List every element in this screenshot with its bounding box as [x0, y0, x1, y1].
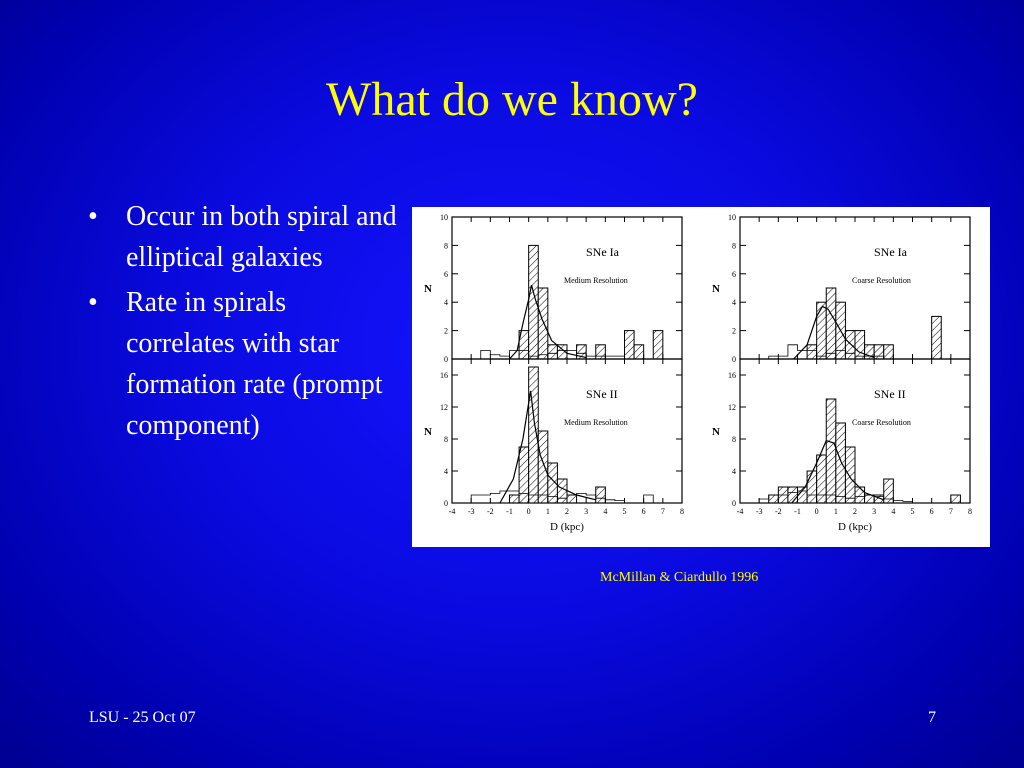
panel-subtitle: Medium Resolution	[564, 276, 628, 285]
histogram-bar	[634, 345, 644, 359]
x-tick-label: 2	[565, 507, 569, 516]
x-tick-label: 5	[622, 507, 627, 516]
x-axis-label: D (kpc)	[838, 521, 872, 533]
histogram-bar	[538, 431, 548, 503]
x-tick-label: 0	[526, 507, 531, 516]
y-tick-label: 2	[444, 326, 448, 336]
x-tick-label: 7	[948, 507, 953, 516]
histogram-bar	[596, 345, 606, 359]
y-tick-label: 4	[444, 298, 448, 308]
histogram-bar	[845, 331, 855, 359]
y-tick-label: 0	[732, 355, 736, 364]
x-tick-label: -3	[467, 507, 475, 516]
panel-title: SNe Ia	[586, 245, 619, 259]
bullet-marker: •	[88, 201, 98, 232]
bullet-item	[88, 282, 398, 446]
histogram-bar	[836, 423, 846, 503]
x-tick-label: 6	[929, 507, 934, 516]
histogram-bar	[596, 487, 606, 503]
bullet-text: Rate in spirals correlates with star formation rate (prompt component)	[126, 287, 383, 441]
histogram-bar	[548, 345, 558, 359]
histogram-bar	[519, 447, 529, 503]
x-axis-label: D (kpc)	[550, 521, 584, 533]
y-tick-label: 16	[728, 371, 736, 380]
x-tick-label: -4	[448, 507, 456, 516]
y-tick-label: 6	[444, 269, 448, 279]
histogram-bar	[855, 487, 865, 503]
histogram-bar	[817, 302, 827, 359]
y-tick-label: 12	[440, 403, 448, 412]
x-tick-label: -2	[774, 507, 782, 516]
x-tick-label: 0	[814, 507, 819, 516]
histogram-bar	[538, 288, 548, 359]
histogram-panel	[424, 359, 684, 533]
x-tick-label: 5	[910, 507, 915, 516]
histogram-bar	[625, 331, 635, 359]
y-tick-label: 12	[728, 403, 736, 412]
histogram-bar	[951, 495, 961, 503]
panel-title: SNe II	[874, 387, 906, 401]
y-tick-label: 2	[732, 326, 736, 336]
panel-subtitle: Coarse Resolution	[852, 418, 911, 427]
y-tick-label: 0	[732, 499, 736, 508]
histogram-bar	[826, 399, 836, 503]
x-tick-label: 6	[641, 507, 646, 516]
y-axis-label: N	[712, 283, 720, 295]
y-tick-label: 8	[444, 241, 448, 251]
histogram-bar	[845, 447, 855, 503]
y-tick-label: 4	[444, 467, 448, 476]
histogram-figure	[412, 207, 990, 547]
y-axis-label: N	[424, 283, 432, 295]
y-tick-label: 0	[444, 499, 448, 508]
y-tick-label: 10	[728, 213, 736, 222]
histogram-bar	[874, 345, 884, 359]
x-tick-label: 1	[833, 507, 838, 516]
y-tick-label: 6	[732, 269, 736, 279]
histogram-bar	[884, 345, 894, 359]
histogram-panel	[712, 359, 972, 533]
panel-subtitle: Medium Resolution	[564, 418, 628, 427]
x-tick-label: -1	[794, 507, 801, 516]
histogram-bar	[567, 495, 577, 503]
histogram-bar	[557, 479, 567, 503]
histogram-panel	[424, 213, 682, 364]
panel-title: SNe II	[586, 387, 618, 401]
x-tick-label: -2	[486, 507, 494, 516]
x-tick-label: 7	[660, 507, 665, 516]
footer-label: LSU - 25 Oct 07	[89, 709, 196, 726]
y-tick-label: 8	[732, 241, 736, 251]
histogram-panels	[412, 207, 990, 547]
panel-subtitle: Coarse Resolution	[852, 276, 911, 285]
histogram-bar	[653, 331, 663, 359]
figure-caption: McMillan & Ciardullo 1996	[600, 570, 759, 585]
bullet-text: Occur in both spiral and elliptical galaxies	[126, 201, 397, 273]
x-tick-label: 2	[853, 507, 857, 516]
x-tick-label: -4	[736, 507, 744, 516]
slide-title: What do we know?	[326, 73, 698, 126]
x-tick-label: -3	[755, 507, 763, 516]
y-tick-label: 10	[440, 213, 448, 222]
histogram-bar	[855, 331, 865, 359]
histogram-bar	[817, 455, 827, 503]
histogram-bar	[807, 471, 817, 503]
bullet-item	[88, 196, 398, 278]
x-tick-label: 3	[872, 507, 877, 516]
panel-frame	[452, 217, 682, 359]
bullet-list	[88, 196, 398, 450]
x-tick-label: 3	[584, 507, 589, 516]
histogram-panel	[712, 213, 970, 364]
y-tick-label: 4	[732, 467, 736, 476]
histogram-bar	[769, 495, 779, 503]
histogram-bar	[932, 316, 942, 359]
y-tick-label: 8	[732, 435, 736, 444]
x-tick-label: 8	[968, 507, 972, 516]
x-tick-label: 4	[891, 507, 896, 516]
histogram-bar	[788, 487, 798, 503]
y-tick-label: 0	[444, 355, 448, 364]
y-axis-label: N	[712, 426, 720, 438]
x-tick-label: 4	[603, 507, 608, 516]
x-tick-label: 8	[680, 507, 684, 516]
y-tick-label: 16	[440, 371, 448, 380]
histogram-bar	[826, 288, 836, 359]
y-axis-label: N	[424, 426, 432, 438]
y-tick-label: 4	[732, 298, 736, 308]
y-tick-label: 8	[444, 435, 448, 444]
panel-title: SNe Ia	[874, 245, 907, 259]
x-tick-label: -1	[506, 507, 513, 516]
histogram-bar	[807, 345, 817, 359]
x-tick-label: 1	[545, 507, 550, 516]
page-number: 7	[928, 709, 936, 726]
histogram-bar	[510, 495, 520, 503]
bullet-marker: •	[88, 287, 98, 318]
